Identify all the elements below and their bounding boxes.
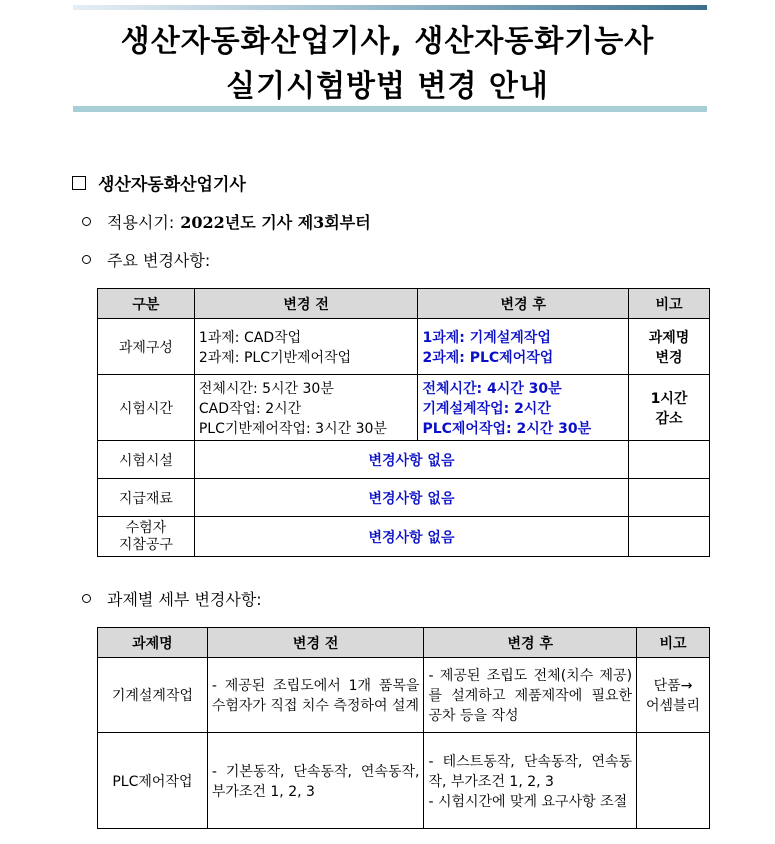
table-header-row: [98, 289, 710, 319]
table-header-row: [98, 628, 710, 658]
row-note: [629, 517, 710, 557]
main-changes-label: 주요 변경사항:: [107, 251, 211, 270]
row-category: 시험시간: [98, 375, 195, 441]
title-bottom-rule: [73, 106, 707, 112]
cell-line: PLC기반제어작업: 3시간 30분: [198, 420, 387, 437]
row-before: - 제공된 조립도에서 1개 품목을 수험자가 직접 치수 측정하여 설계: [207, 658, 424, 733]
row-note: [637, 658, 710, 733]
cell-line: 수험자: [125, 519, 167, 536]
header-before: 변경 전: [194, 289, 418, 319]
cell-line: CAD작업: 2시간: [198, 400, 302, 417]
cell-line: 전체시간: 5시간 30분: [198, 380, 334, 397]
row-after: - 제공된 조립도 전체(치수 제공)를 설계하고 제품제작에 필요한 공차 등을 작성: [424, 658, 637, 733]
row-merged: 변경사항 없음: [194, 517, 628, 557]
cell-line: 변경: [655, 349, 683, 366]
cell-line: 1과제: 기계설계작업: [422, 329, 551, 346]
row-name: 기계설계작업: [98, 658, 208, 733]
row-after: [424, 733, 637, 829]
title-top-rule: [73, 5, 707, 10]
header-note: 비고: [637, 628, 710, 658]
cell-line: PLC제어작업: 2시간 30분: [422, 420, 592, 437]
header-category: 구분: [98, 289, 195, 319]
cell-line: 지참공구: [118, 536, 173, 553]
row-before: [194, 319, 418, 375]
row-note: [629, 375, 710, 441]
row-category: 시험시설: [98, 441, 195, 479]
circle-bullet-icon: [82, 255, 91, 264]
row-note: [637, 733, 710, 829]
cell-line: 2과제: PLC제어작업: [422, 349, 554, 366]
apply-period: [82, 210, 371, 233]
row-name: PLC제어작업: [98, 733, 208, 829]
row-merged: 변경사항 없음: [194, 479, 628, 517]
header-after: 변경 후: [418, 289, 629, 319]
header-note: 비고: [629, 289, 710, 319]
detail-changes-table: [97, 627, 710, 829]
cell-line: 1시간: [650, 390, 688, 407]
row-before: [194, 375, 418, 441]
cell-line: 전체시간: 4시간 30분: [422, 380, 562, 397]
row-category: 지급재료: [98, 479, 195, 517]
row-category: 과제구성: [98, 319, 195, 375]
cell-line: 1과제: CAD작업: [198, 329, 302, 346]
detail-changes-heading: [82, 587, 262, 610]
row-note: [629, 479, 710, 517]
cell-line: 감소: [655, 410, 683, 427]
table-row: [98, 733, 710, 829]
section-heading: [72, 170, 246, 195]
apply-label: 적용시기:: [107, 213, 175, 232]
cell-line: 단품→: [653, 678, 693, 694]
row-after: [418, 375, 629, 441]
row-category: [98, 517, 195, 557]
square-icon: [72, 176, 86, 190]
row-note: [629, 319, 710, 375]
table-row: [98, 658, 710, 733]
table-row: [98, 319, 710, 375]
circle-bullet-icon: [82, 594, 91, 603]
page-title-line2: 실기시험방법 변경 안내: [226, 69, 549, 104]
header-before: 변경 전: [207, 628, 424, 658]
row-merged: 변경사항 없음: [194, 441, 628, 479]
cell-line: 과제명: [648, 329, 690, 346]
cell-line: - 시험시간에 맞게 요구사항 조절: [428, 793, 628, 810]
cell-line: - 테스트동작, 단속동작, 연속동작, 부가조건 1, 2, 3: [428, 753, 633, 790]
main-changes-heading: [82, 248, 210, 271]
table-row: [98, 479, 710, 517]
row-note: [629, 441, 710, 479]
table-row: [98, 441, 710, 479]
circle-bullet-icon: [82, 217, 91, 226]
page-title-line1: 생산자동화산업기사, 생산자동화기능사: [120, 24, 655, 59]
row-after: [418, 319, 629, 375]
table-row: [98, 517, 710, 557]
header-after: 변경 후: [424, 628, 637, 658]
table-row: [98, 375, 710, 441]
detail-changes-label: 과제별 세부 변경사항:: [107, 590, 262, 609]
cell-line: 2과제: PLC기반제어작업: [198, 349, 352, 366]
cell-line: 기계설계작업: 2시간: [422, 400, 551, 417]
header-name: 과제명: [98, 628, 208, 658]
apply-value: 2022년도 기사 제3회부터: [180, 213, 371, 232]
section-title: 생산자동화산업기사: [98, 175, 246, 195]
main-changes-table: [97, 288, 710, 557]
cell-line: 어셈블리: [645, 698, 701, 714]
row-before: - 기본동작, 단속동작, 연속동작, 부가조건 1, 2, 3: [207, 733, 424, 829]
